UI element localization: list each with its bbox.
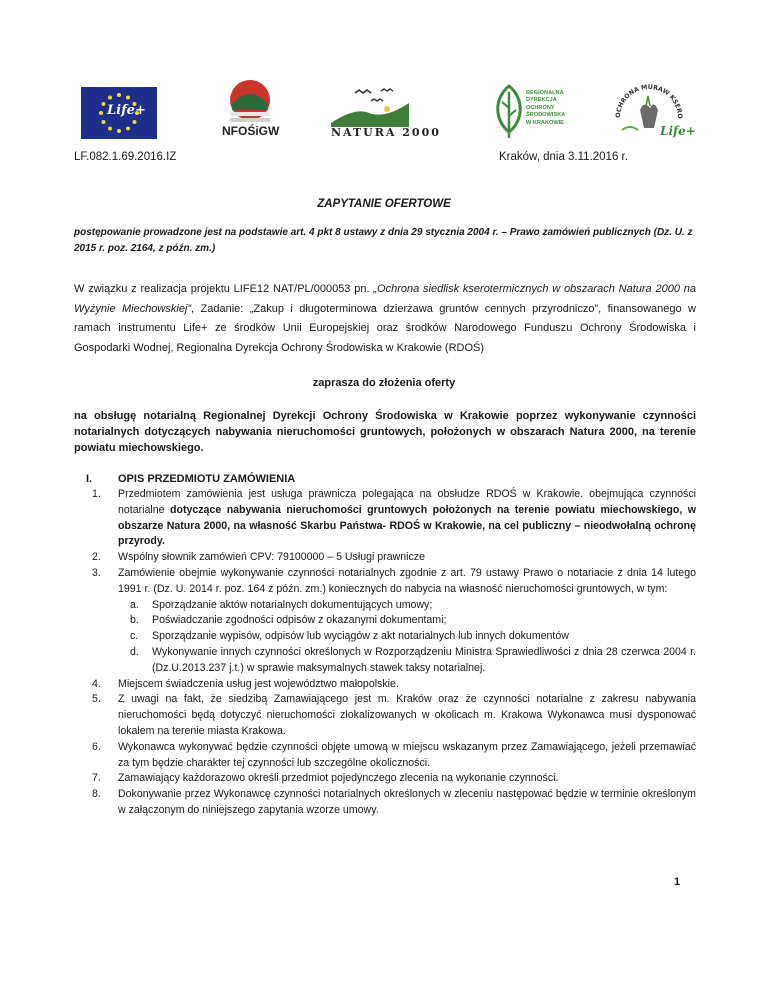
- list-item: [82, 487, 696, 550]
- rdos-line: REGIONALNA: [526, 90, 564, 96]
- natura-2000-logo: [325, 83, 441, 141]
- section-items: [82, 487, 696, 819]
- rdos-text: [526, 90, 565, 127]
- eu-life-logo: [81, 87, 157, 139]
- invitation: zaprasza do złożenia oferty: [312, 377, 456, 389]
- sub-item-text: Sporządzanie wypisów, odpisów lub wyciągów z akt notarialnych lub innych dokumentów: [152, 630, 569, 643]
- item-number: 6.: [92, 740, 101, 753]
- list-item: [82, 771, 696, 787]
- document-title: ZAPYTANIE OFERTOWE: [317, 198, 451, 210]
- item-text: Miejscem świadczenia usług jest województwo małopolskie.: [118, 677, 399, 690]
- item-text: Z uwagi na fakt, że siedzibą Zamawiającego jest m. Kraków oraz że czynności notarialne z zakresu nabywania nieruchomości będą dotyczyć nieruchomości zlokalizowanych w okolicach m. Krakowa Wykonawca musi dysponować lokalem na terenie miasta Krakowa.: [118, 693, 696, 737]
- list-item: [82, 566, 696, 598]
- ochrona-muraw-logo: [610, 80, 696, 148]
- sub-item-text: Poświadczanie zgodności odpisów z okazanymi dokumentami;: [152, 614, 447, 627]
- item-number: 4.: [92, 677, 101, 690]
- sub-list-item: [82, 645, 696, 677]
- list-item: [82, 787, 696, 819]
- item-number: 7.: [92, 772, 101, 785]
- natura-birds-icon: [325, 83, 415, 127]
- order-subject: na obsługę notarialną Regionalnej Dyrekcji Ochrony Środowiska w Krakowie poprzez wykonywanie czynności notarialnych dotyczących nabywania nieruchomości gruntowych, położonych w obszarach Natura 2000, na terenie powiatu miechowskiego.: [74, 410, 696, 454]
- item-number: 8.: [92, 788, 101, 801]
- list-item: [82, 550, 696, 566]
- list-item: [82, 692, 696, 739]
- section-number: I.: [86, 473, 93, 485]
- item-number: 5.: [92, 693, 101, 706]
- ochrona-life-caption: Life+: [660, 124, 696, 138]
- item-number: 1.: [92, 488, 101, 500]
- item-number: 3.: [92, 566, 101, 579]
- leaf-icon: [494, 84, 524, 140]
- nfosigw-emblem-icon: [220, 78, 280, 124]
- item-text-bold: dotyczące nabywania nieruchomości gruntowych położonych na terenie powiatu miechowskiego, w obszarze Natura 2000, na własność Skarbu Państwa- RDOŚ w Krakowie, na cel publiczny – nieodwołalną ochronę przyrody.: [118, 503, 696, 548]
- intro-text: W związku z realizacja projektu LIFE12 NAT/PL/000053 pn.: [74, 283, 374, 295]
- item-text: Wspólny słownik zamówień CPV: 79100000 – 5 Usługi prawnicze: [118, 551, 425, 564]
- sub-item-letter: b.: [130, 614, 139, 627]
- sub-item-letter: c.: [130, 630, 139, 643]
- sub-item-letter: d.: [130, 645, 139, 658]
- nfosigw-logo: [220, 78, 280, 140]
- sub-list-item: [82, 598, 696, 614]
- sub-item-text: Sporządzanie aktów notarialnych dokumentujących umowy;: [152, 598, 433, 611]
- item-text: Przedmiotem zamówienia jest usługa prawnicza polegająca na obsłudze RDOŚ w Krakowie. obejmująca czynności notarialne: [118, 488, 696, 516]
- item-text: Zamawiający każdorazowo określi przedmiot pojedynczego zlecenia na wykonanie czynności.: [118, 772, 559, 785]
- item-text: Zamówienie obejmie wykonywanie czynności notarialnych zgodnie z art. 79 ustawy Prawo o notariacie z dnia 14 lutego 1991 r. (Dz. U. 2014 r. poz. 164 z późn. zm.) koniecznych do nabycia na własność nieruchomości gruntowych, w tym:: [118, 566, 696, 595]
- legal-basis: postępowanie prowadzone jest na podstawie art. 4 pkt 8 ustawy z dnia 29 stycznia 2004 r. – Prawo zamówień publicznych (Dz. U. z 2015 r. poz. 2164, z późn. zm.): [74, 227, 693, 254]
- ochrona-ring-text: OCHRONA MURAW KSERO: [614, 83, 684, 120]
- rdos-line: ŚRODOWISKA: [526, 112, 566, 119]
- list-item: [82, 740, 696, 772]
- sub-list-item: [82, 613, 696, 629]
- page-number: 1: [674, 876, 681, 888]
- rdos-line: OCHRONY: [526, 104, 555, 111]
- item-text: Wykonawca wykonywać będzie czynności objęte umową w miejscu wskazanym przez Zamawiającego, jeżeli przemawiać za tym będzie charakter tej czynności lub szczególne okoliczności.: [118, 740, 696, 769]
- rdos-line: W KRAKOWIE: [526, 119, 564, 126]
- project-name: „Ochrona siedlisk kserotermicznych w obszarach Natura 2000 na Wyżynie Miechowskiej”: [74, 283, 696, 315]
- natura-caption: NATURA 2000: [331, 126, 441, 139]
- rdos-line: DYREKCJA: [526, 97, 557, 104]
- document-date: Kraków, dnia 3.11.2016 r.: [499, 151, 628, 163]
- item-number: 2.: [92, 551, 101, 564]
- eu-life-caption: Life+: [107, 103, 146, 118]
- document-reference: LF.082.1.69.2016.IZ: [74, 151, 177, 163]
- section-title: OPIS PRZEDMIOTU ZAMÓWIENIA: [118, 473, 296, 485]
- intro-paragraph: [74, 280, 696, 358]
- item-text: Dokonywanie przez Wykonawcę czynności notarialnych określonych w zleceniu następować będzie w terminie określonym w załączonym do niniejszego zapytania wzorze umowy.: [118, 788, 696, 816]
- intro-text-cont: , Zadanie: „Zakup i długoterminowa dzierżawa gruntów cennych przyrodniczo”, finansowanego w ramach instrumentu Life+ ze środków Unii Europejskiej oraz środków Narodowego Funduszu Ochrony Środowiska i Gospodarki Wodnej, Regionalna Dyrekcja Ochrony Środowiska w Krakowie (RDOŚ): [74, 302, 696, 354]
- sub-item-text: Wykonywanie innych czynności określonych w Rozporządzeniu Ministra Sprawiedliwości z dnia 28 czerwca 2004 r. (Dz.U.2013.237 j.t.) w sprawie maksymalnych stawek taksy notarialnej.: [152, 645, 696, 674]
- sub-list-item: [82, 629, 696, 645]
- sub-item-letter: a.: [130, 598, 139, 611]
- nfosigw-caption: NFOŚiGW: [222, 124, 280, 138]
- list-item: [82, 677, 696, 693]
- rdos-krakow-logo: [494, 84, 579, 140]
